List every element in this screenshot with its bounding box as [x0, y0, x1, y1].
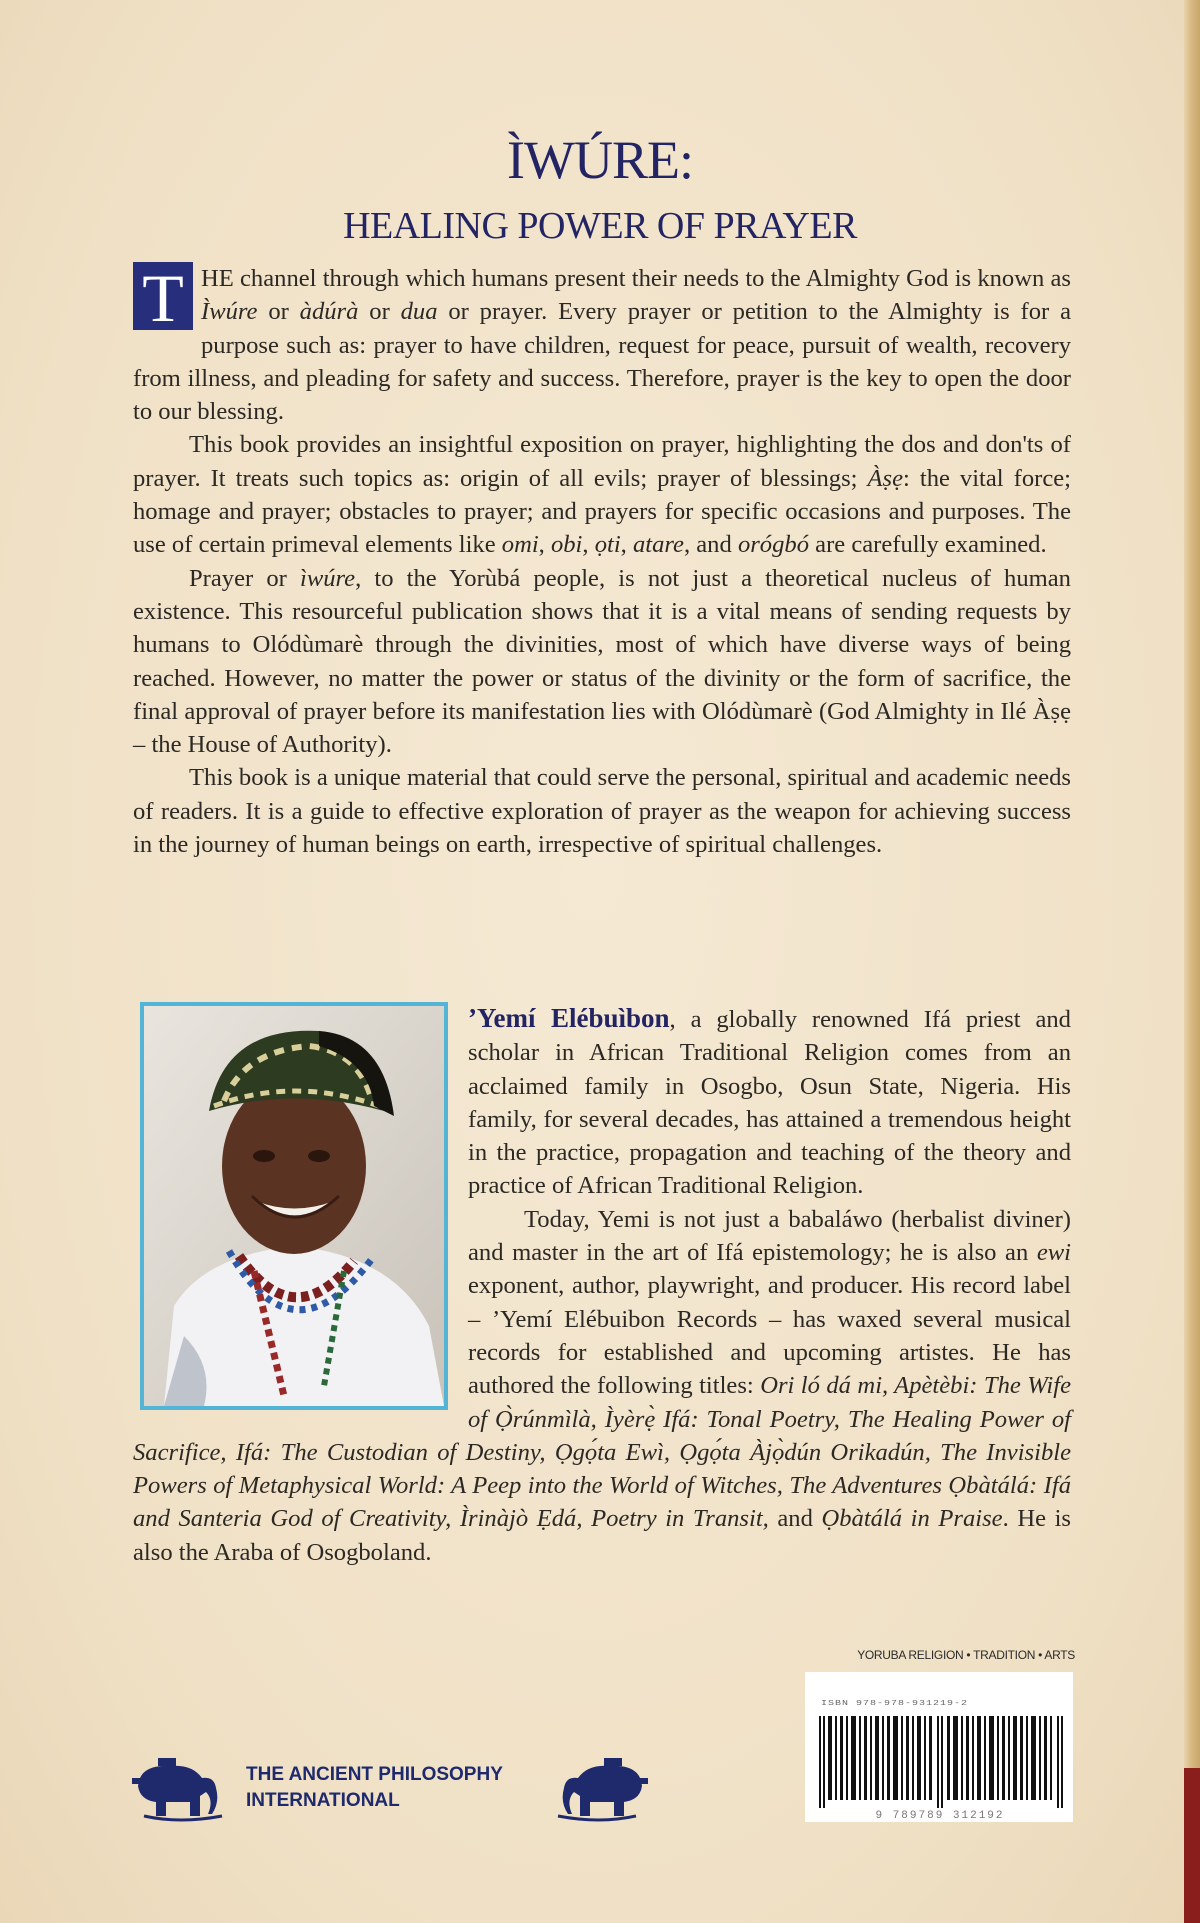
- title-obatala-in-praise: Ọbàtálá in Praise: [821, 1505, 1003, 1533]
- text-run: or: [257, 298, 300, 326]
- spine-red-band: [1184, 1768, 1200, 1923]
- term-orogbo: orógbó: [737, 531, 809, 559]
- text-run: , and: [683, 531, 738, 559]
- text-run: Today, Yemi is not just a babaláwo (herbalist diviner) and master in the art of Ifá epistemology; he is also an: [468, 1205, 1071, 1267]
- blurb: [133, 262, 1071, 861]
- isbn-text: ISBN 978-978-931219-2: [821, 1700, 969, 1708]
- publisher-line-1: THE ANCIENT PHILOSOPHY: [246, 1764, 503, 1785]
- text-run: Prayer or: [189, 564, 300, 592]
- term-obi: obi: [550, 531, 583, 559]
- term-ase: Àṣẹ: [867, 464, 904, 492]
- spine-edge: [1184, 0, 1200, 1923]
- book-subtitle: HEALING POWER OF PRAYER: [343, 205, 857, 247]
- publisher-block: [130, 1756, 660, 1828]
- blurb-paragraph-4: This book is a unique material that could serve the personal, spiritual and academic needs of readers. It is a guide to effective exploration of prayer as the weapon for achieving success in the journey of human beings on earth, irrespective of spiritual challenges.: [133, 764, 1071, 859]
- publisher-name: [246, 1762, 503, 1814]
- term-adura: àdúrà: [299, 298, 359, 326]
- category-label: YORUBA RELIGION • TRADITION • ARTS: [857, 1648, 1075, 1662]
- text-run: ,: [620, 531, 633, 559]
- text-run: ,: [582, 531, 595, 559]
- text-run: , a globally renowned Ifá priest and scholar in African Traditional Religion comes from an acclaimed family in Osogbo, Osun State, Nigeria. His family, for several decades, has attained a tremendous height in the practice, propagation and teaching of the theory and practice of African Traditional Religion.: [468, 1006, 1071, 1200]
- authored-titles: Ori ló dá mi, Apètèbi: The Wife of Ọ̀rúnmìlà, Ìyèrẹ̀ Ifá: Tonal Poetry, The Healing Power of Sacrifice, Ifá: The Custodian of Destiny, Ọgọ́ta Ewì, Ọgọ́ta Àjọ̀dún Orikadún, The Invisible Powers of Metaphysical World: A Peep into the World of Witches, The Adventures Ọbàtálá: Ifá and Santeria God of Creativity, Ìrinàjò Ẹdá, Poetry in Transit,: [133, 1372, 1071, 1533]
- text-run: and: [768, 1505, 822, 1533]
- text-run: exponent, author, playwright, and producer. His record label – ’Yemí Elébuibon Records – has waxed several musical records for established and upcoming artistes. He has authored the following titles:: [468, 1272, 1071, 1400]
- text-run: or: [358, 298, 401, 326]
- term-atare: atare: [632, 531, 684, 559]
- text-run: : the vital force; homage and prayer; obstacles to prayer; and prayers for specific occasions and purposes. The use of certain primeval elements like: [133, 464, 1071, 559]
- term-iwure: ìwúre: [299, 564, 356, 592]
- blurb-paragraph-1: [133, 262, 1071, 428]
- author-name: ’Yemí Elébuìbon: [468, 1003, 670, 1033]
- text-run: or prayer. Every prayer or petition to the Almighty is for a purpose such as: prayer to have children, request for peace, pursuit of wealth, recovery from illness, and pleading for safety and success. Therefore, prayer is the key to open the door to our blessing.: [133, 298, 1071, 426]
- term-dua: dua: [400, 298, 438, 326]
- text-run: , to the Yorùbá people, is not just a theoretical nucleus of human existence. This resourceful publication shows that it is a vital means of sending requests by humans to Olódùmarè through the divinities, most of which have diverse ways of being reached. However, no matter the power or status of the divinity or the form of sacrifice, the final approval of prayer before its manifestation lies with Olódùmarè (God Almighty in Ilé Àṣẹ – the House of Authority).: [133, 564, 1071, 759]
- blurb-paragraph-2: [133, 428, 1071, 561]
- elephant-right-icon: [550, 1756, 650, 1824]
- text-run: ,: [538, 531, 551, 559]
- text-run: . He is also the Araba of Osogboland.: [133, 1505, 1071, 1566]
- publisher-line-2: INTERNATIONAL: [246, 1790, 400, 1811]
- term-oti: ọti: [594, 531, 621, 559]
- blurb-paragraph-3: [133, 562, 1071, 762]
- elephant-left-icon: [130, 1756, 230, 1824]
- term-iwure: Ìwúre: [201, 298, 258, 326]
- barcode-bars: [817, 1716, 1065, 1808]
- drop-cap: T: [133, 262, 193, 330]
- author-bio: [133, 1002, 1071, 1569]
- ean-digits: 9 789789 312192: [875, 1810, 1005, 1822]
- text-run: are carefully examined.: [809, 531, 1047, 559]
- book-title: ÌWÚRE:: [507, 130, 693, 190]
- barcode-block: [800, 1648, 1075, 1824]
- term-omi: omi: [501, 531, 539, 559]
- text-run: This book provides an insightful exposition on prayer, highlighting the dos and don'ts of prayer. It treats such topics as: origin of all evils; prayer of blessings;: [133, 431, 1071, 492]
- photo-spacer: [133, 1002, 468, 1422]
- barcode: [805, 1672, 1073, 1822]
- text-run: HE channel through which humans present their needs to the Almighty God is known as: [201, 265, 1071, 292]
- term-ewi: ewi: [1036, 1239, 1071, 1267]
